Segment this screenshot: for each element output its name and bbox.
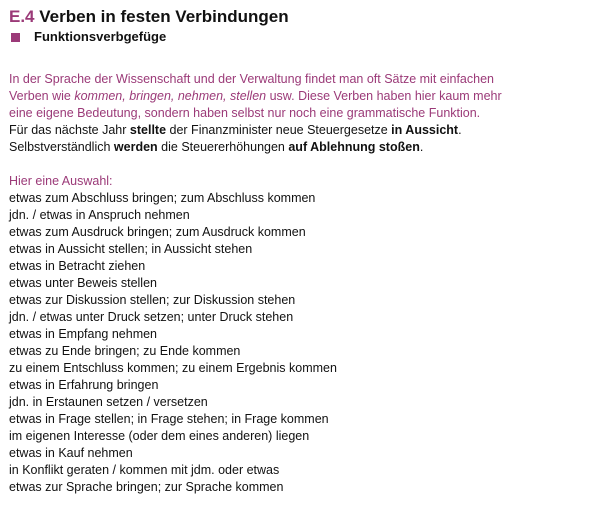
- list-item: etwas zum Abschluss bringen; zum Abschluss kommen: [9, 191, 316, 205]
- list-item: etwas zur Diskussion stellen; zur Diskussion stehen: [9, 293, 296, 307]
- section-title: Verben in festen Verbindungen: [39, 7, 289, 26]
- intro-line-1: In der Sprache der Wissenschaft und der Verwaltung findet man oft Sätze mit einfachen: [9, 72, 494, 86]
- example-1-period: .: [458, 123, 462, 137]
- intro-line-2: [9, 88, 609, 105]
- section-code: E.4: [9, 7, 35, 26]
- list-item: etwas in Betracht ziehen: [9, 259, 146, 273]
- example-2-verb: werden: [113, 140, 158, 154]
- intro-line-2-pre: Verben wie: [9, 89, 75, 103]
- list-item: zu einem Entschluss kommen; zu einem Ergebnis kommen: [9, 361, 337, 375]
- intro-line-2-post: usw. Diese Verben haben hier kaum mehr: [266, 89, 502, 103]
- list-item: etwas in Empfang nehmen: [9, 327, 158, 341]
- page-title: [9, 7, 289, 27]
- list-item: in Konflikt geraten / kommen mit jdm. oder etwas: [9, 463, 280, 477]
- phrase-list: [9, 190, 609, 496]
- list-item: etwas in Kauf nehmen: [9, 446, 133, 460]
- list-item: etwas in Frage stellen; in Frage stehen; in Frage kommen: [9, 412, 329, 426]
- example-2-part-c: die Steuererhöhungen: [157, 140, 289, 154]
- example-1-phrase: in Aussicht: [391, 123, 459, 137]
- list-item: jdn. / etwas in Anspruch nehmen: [9, 208, 190, 222]
- subtitle: [11, 29, 166, 45]
- example-sentence-2: [9, 139, 609, 156]
- content: [9, 71, 609, 496]
- list-item: jdn. / etwas unter Druck setzen; unter Druck stehen: [9, 310, 294, 324]
- intro-line-3: eine eigene Bedeutung, sondern haben selbst nur noch eine grammatische Funktion.: [9, 106, 481, 120]
- intro-paragraph: [9, 71, 609, 122]
- example-1-part-a: Für das nächste Jahr: [9, 123, 130, 137]
- example-1-part-c: der Finanzminister neue Steuergesetze: [166, 123, 392, 137]
- intro-verbs-emphasis: kommen, bringen, nehmen, stellen: [74, 89, 267, 103]
- example-1-verb: stellte: [129, 123, 167, 137]
- example-2-phrase: auf Ablehnung stoßen: [288, 140, 420, 154]
- list-item: jdn. in Erstaunen setzen / versetzen: [9, 395, 208, 409]
- list-item: etwas zum Ausdruck bringen; zum Ausdruck kommen: [9, 225, 306, 239]
- subtitle-text: Funktionsverbgefüge: [34, 29, 167, 44]
- example-2-part-a: Selbstverständlich: [9, 140, 114, 154]
- example-sentence-1: [9, 122, 609, 139]
- list-intro: Hier eine Auswahl:: [9, 174, 113, 188]
- list-item: etwas zu Ende bringen; zu Ende kommen: [9, 344, 241, 358]
- list-item: etwas in Aussicht stellen; in Aussicht stehen: [9, 242, 253, 256]
- square-bullet-icon: [11, 33, 20, 42]
- list-item: im eigenen Interesse (oder dem eines anderen) liegen: [9, 429, 310, 443]
- list-item: etwas unter Beweis stellen: [9, 276, 157, 290]
- list-item: etwas in Erfahrung bringen: [9, 378, 159, 392]
- spacer: [9, 156, 609, 173]
- example-2-period: .: [419, 140, 424, 154]
- list-item: etwas zur Sprache bringen; zur Sprache kommen: [9, 480, 284, 494]
